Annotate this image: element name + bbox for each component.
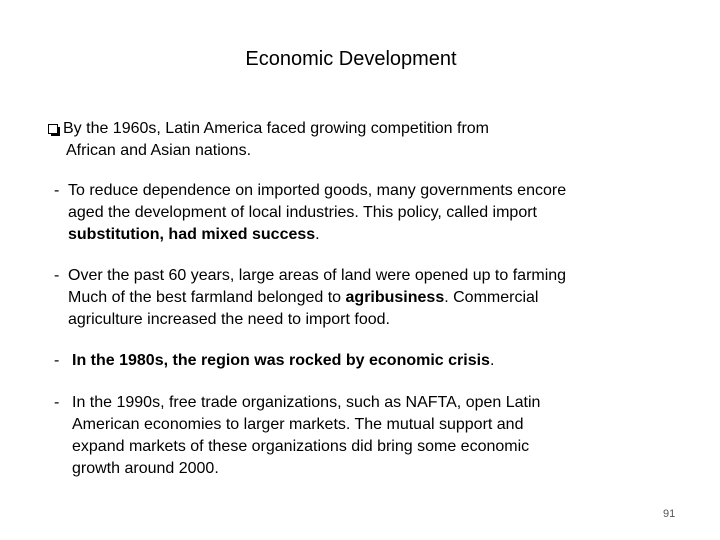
item-5-line-1: In the 1990s, free trade organizations, such as NAFTA, open Latin <box>72 394 541 411</box>
item-3-bold-agribusiness: agribusiness <box>345 289 445 306</box>
bullet-item-1 <box>48 118 489 162</box>
dash-item-3 <box>48 265 566 331</box>
item-5-line-4: growth around 2000. <box>72 460 219 477</box>
dash-marker: - <box>54 352 60 369</box>
item-5-line-2: American economies to larger markets. The mutual support and <box>72 416 524 433</box>
item-3-line-1: Over the past 60 years, large areas of land were opened up to farming <box>68 267 567 284</box>
dash-marker: - <box>54 394 60 411</box>
page-number: 91 <box>663 508 676 520</box>
item-4-end: . <box>489 352 495 369</box>
dash-item-2 <box>48 180 566 246</box>
item-1-line-1: By the 1960s, Latin America faced growing competition from <box>63 120 489 137</box>
item-3-line-2-post: . Commercial <box>444 289 539 306</box>
item-3-line-3: agriculture increased the need to import food. <box>68 311 390 328</box>
item-2-line-1: To reduce dependence on imported goods, many governments encore <box>68 182 567 199</box>
item-1-line-2: African and Asian nations. <box>66 142 252 159</box>
item-2-line-2: aged the development of local industries. This policy, called import <box>68 204 537 221</box>
item-5-line-3: expand markets of these organizations did bring some economic <box>72 438 530 455</box>
item-3-line-2-pre: Much of the best farmland belonged to <box>68 289 346 306</box>
checkbox-bullet-icon <box>48 124 58 134</box>
item-2-bold-end: . <box>315 226 320 243</box>
dash-marker: - <box>54 182 60 199</box>
item-4-bold-text: In the 1980s, the region was rocked by economic crisis <box>72 352 490 369</box>
dash-item-4 <box>48 350 494 372</box>
slide-title: Economic Development <box>245 48 457 70</box>
item-2-bold-text: substitution, had mixed success <box>68 226 316 243</box>
dash-marker: - <box>54 267 60 284</box>
dash-item-5 <box>48 392 540 480</box>
